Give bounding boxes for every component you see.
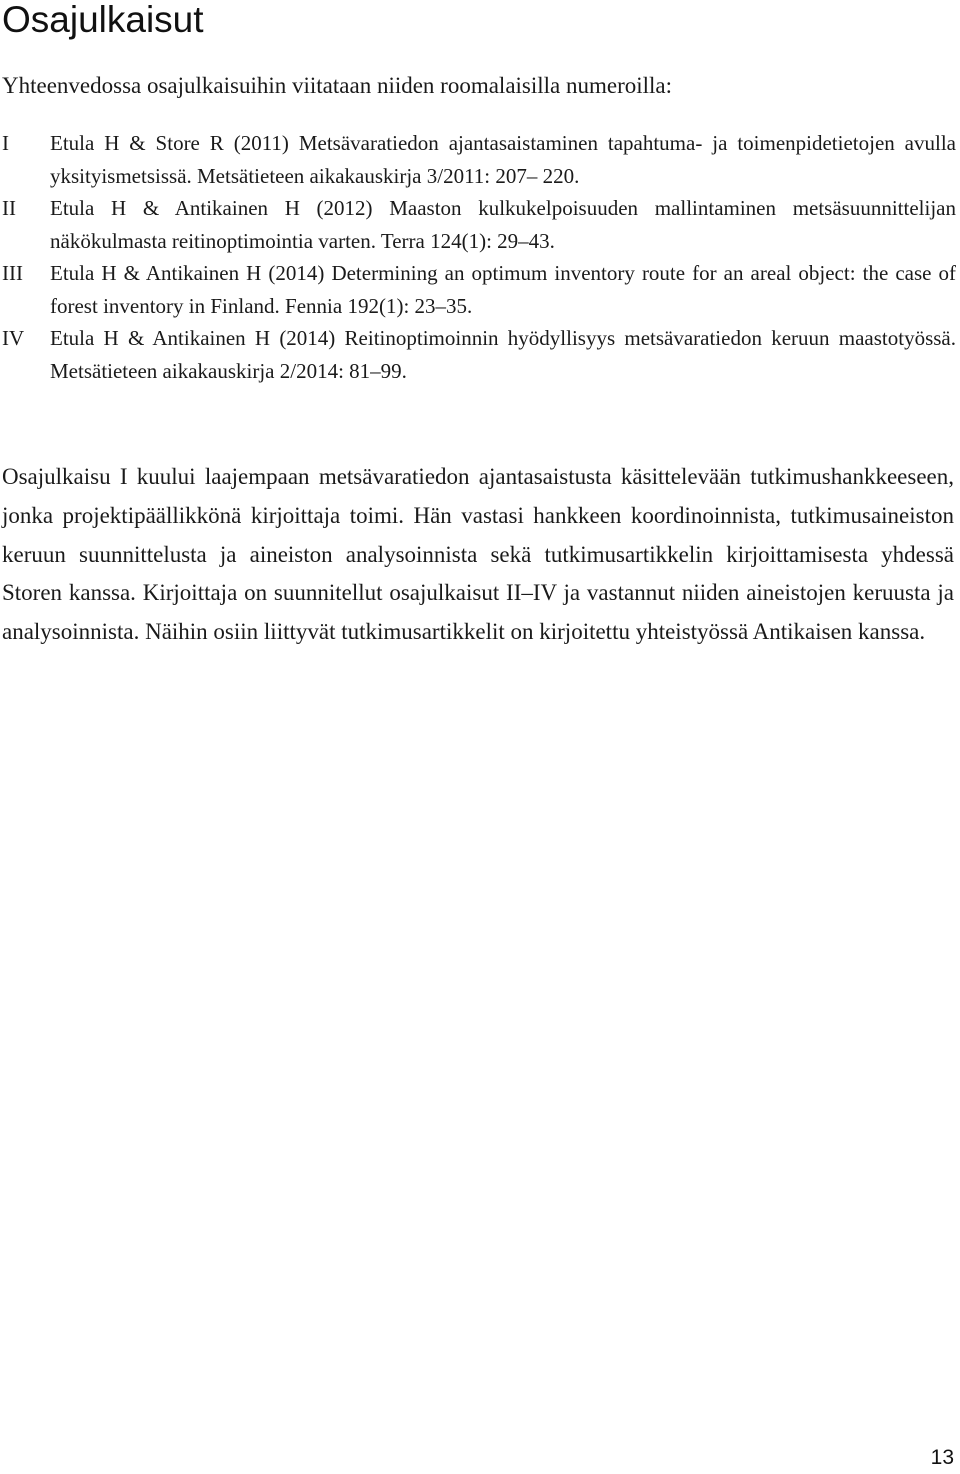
- publication-numeral: II: [2, 196, 16, 220]
- publication-item-ii: [2, 192, 956, 257]
- publication-numeral: III: [2, 261, 23, 285]
- publication-citation: Etula H & Antikainen H (2014) Determining an optimum inventory route for an areal object: the case of forest inventory in Finland. Fennia 192(1): 23–35.: [50, 261, 956, 318]
- publication-numeral: IV: [2, 326, 25, 350]
- publication-item-iii: [2, 257, 956, 322]
- page-title: Osajulkaisut: [2, 0, 204, 40]
- publication-item-iv: [2, 322, 956, 387]
- publication-citation: Etula H & Store R (2011) Metsävaratiedon ajantasaistaminen tapahtuma- ja toimenpidetietojen avulla yksityismetsissä. Metsätieteen aikakauskirja 3/2011: 207– 220.: [50, 131, 956, 188]
- authorship-paragraph: Osajulkaisu I kuului laajempaan metsävaratiedon ajantasaistusta käsittelevään tutkimushankkeeseen, jonka projektipäällikkönä kirjoittaja toimi. Hän vastasi hankkeen koordinoinnista, tutkimusaineiston keruun suunnittelusta ja aineiston analysoinnista sekä tutkimusartikkelin kirjoittamisesta yhdessä Storen kanssa. Kirjoittaja on suunnitellut osajulkaisut II–IV ja vastannut niiden aineistojen keruusta ja analysoinnista. Näihin osiin liittyvät tutkimusartikkelit on kirjoitettu yhteistyössä Antikaisen kanssa.: [2, 464, 954, 645]
- publication-citation: Etula H & Antikainen H (2012) Maaston kulkukelpoisuuden mallintaminen metsäsuunnittelijan näkökulmasta reitinoptimointia varten. Terra 124(1): 29–43.: [50, 196, 956, 253]
- publication-list: [2, 127, 956, 387]
- intro-sentence: Yhteenvedossa osajulkaisuihin viitataan niiden roomalaisilla numeroilla:: [2, 73, 673, 98]
- publication-numeral: I: [2, 131, 9, 155]
- page-number: 13: [930, 1446, 954, 1469]
- publication-item-i: [2, 127, 956, 192]
- publication-citation: Etula H & Antikainen H (2014) Reitinoptimoinnin hyödyllisyys metsävaratiedon keruun maastotyössä. Metsätieteen aikakauskirja 2/2014: 81–99.: [50, 326, 956, 383]
